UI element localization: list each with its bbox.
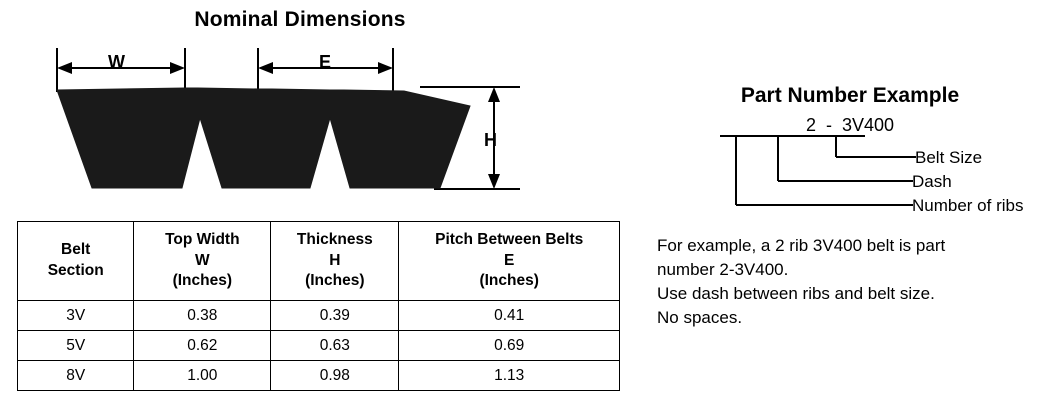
pitch-arrow-right-icon [378,62,393,74]
cell-pitch: 0.41 [399,301,620,331]
belt-dimensions-table [17,221,620,391]
callout-belt-size: Belt Size [915,148,983,167]
cell-thickness: 0.98 [271,361,399,391]
header-line: E [504,251,515,269]
cell-pitch: 0.69 [399,331,620,361]
header-line: W [194,251,210,269]
dimension-label-w: W [108,52,125,72]
header-line: Belt [61,241,91,259]
cell-section: 3V [18,301,134,331]
header-line: Pitch Between Belts [435,230,584,248]
header-line: (Inches) [305,272,365,290]
part-number-panel [650,0,1064,412]
cell-pitch: 1.13 [399,361,620,391]
header-pitch-between-belts [399,222,620,301]
table-row [18,301,620,331]
table-row [18,331,620,361]
description-line: number 2-3V400. [657,260,789,280]
cell-width: 0.62 [134,331,271,361]
height-arrow-up-icon [488,87,500,102]
header-line: (Inches) [172,272,233,290]
table-row [18,361,620,391]
height-arrow-down-icon [488,174,500,189]
description-line: Use dash between ribs and belt size. [657,284,935,304]
page-title: Nominal Dimensions [194,8,406,31]
cell-section: 8V [18,361,134,391]
callout-dash: Dash [912,172,952,191]
header-belt-section [18,222,134,301]
cell-width: 1.00 [134,361,271,391]
callout-number-of-ribs: Number of ribs [912,196,1024,215]
cell-width: 0.38 [134,301,271,331]
belt-cross-section-diagram [0,0,620,220]
part-number-example-value: 2 - 3V400 [805,115,895,135]
header-line: (Inches) [479,272,539,290]
example-description [657,234,1057,331]
pitch-arrow-left-icon [258,62,273,74]
width-arrow-left-icon [57,62,72,74]
part-number-title: Part Number Example [740,84,960,107]
dimension-label-h: H [484,130,497,150]
cell-thickness: 0.63 [271,331,399,361]
header-line: Section [47,262,104,279]
header-top-width [134,222,271,301]
description-line: For example, a 2 rib 3V400 belt is part [657,236,946,255]
cell-thickness: 0.39 [271,301,399,331]
header-line: Thickness [296,230,373,248]
belt-profile-shape [57,88,470,188]
cell-section: 5V [18,331,134,361]
dimension-label-e: E [319,52,332,72]
header-line: Top Width [165,230,240,248]
header-thickness [271,222,399,301]
description-line: No spaces. [657,308,743,328]
table-header-row [18,222,620,301]
header-line: H [329,251,341,269]
width-arrow-right-icon [170,62,185,74]
